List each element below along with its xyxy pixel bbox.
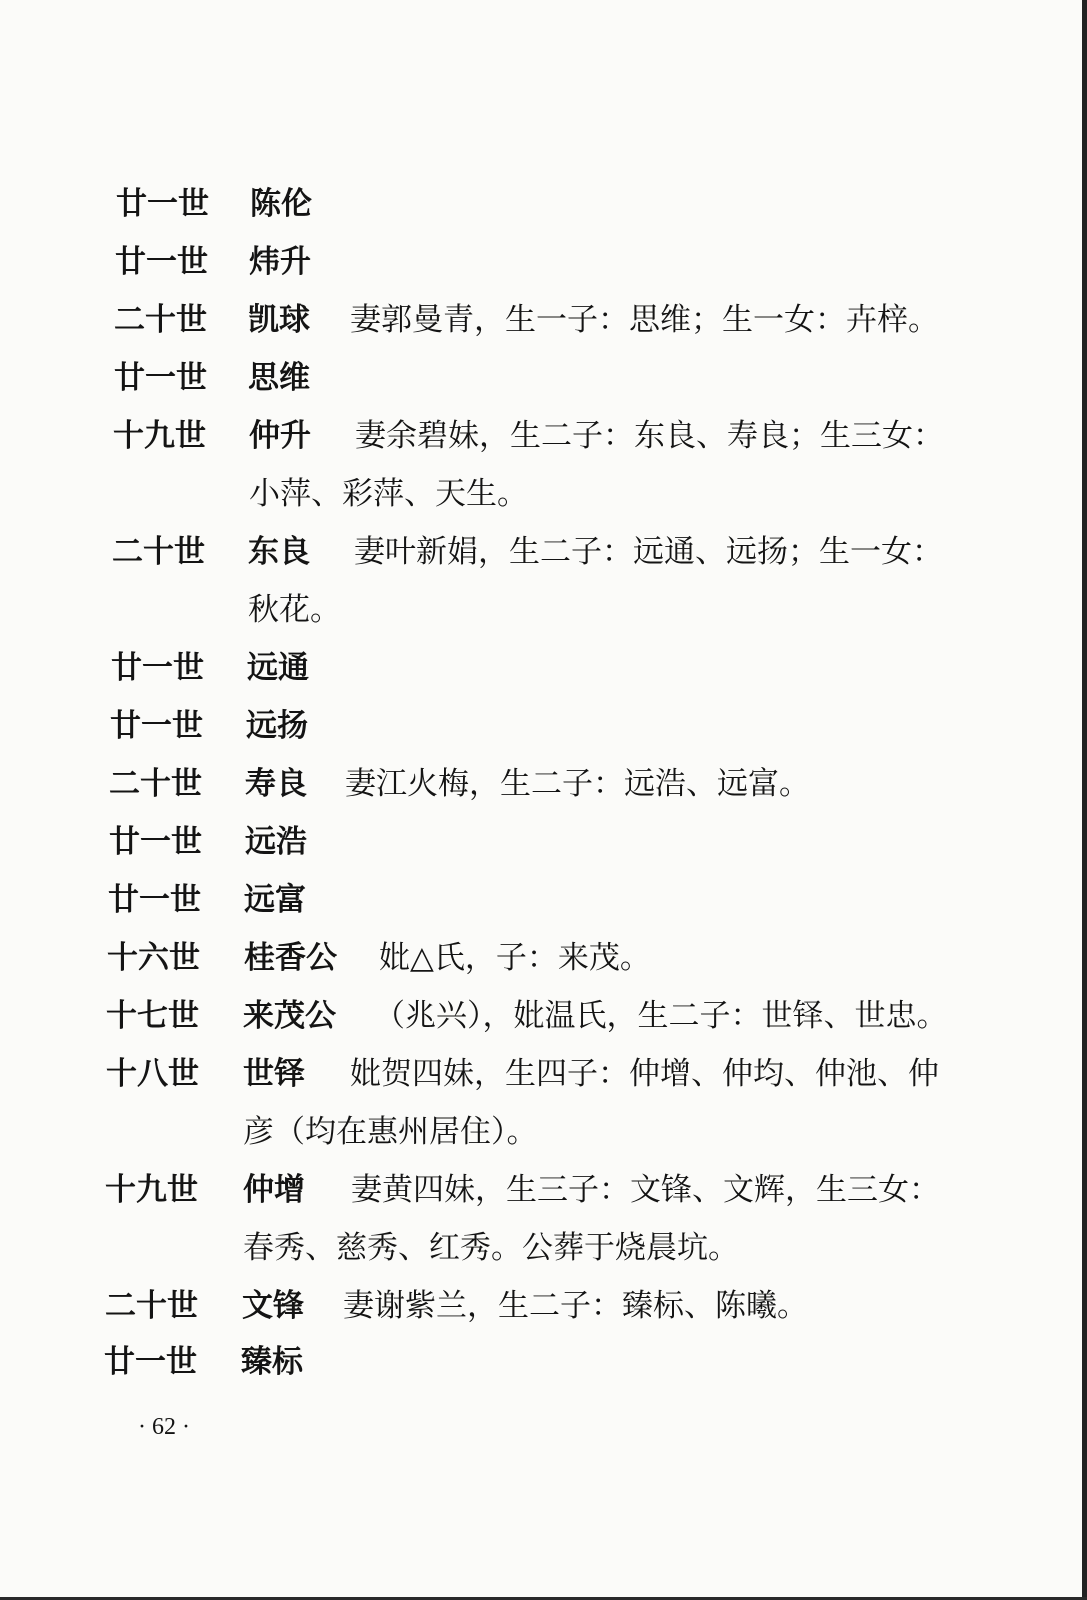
genealogy-entry [106, 987, 1046, 1045]
genealogy-entry [107, 929, 1047, 987]
family-note: 妻黄四妹，生三子：文锋、文辉，生三女： [351, 1172, 940, 1208]
genealogy-entry [109, 755, 1049, 813]
genealogy-entry [114, 291, 1054, 349]
person-name: 臻标 [241, 1344, 303, 1380]
genealogy-entry [105, 1161, 1045, 1277]
genealogy-entry [111, 639, 1051, 697]
genealogy-entry [112, 523, 1052, 639]
genealogy-entry [110, 697, 1050, 755]
genealogy-entry [104, 1333, 1044, 1391]
person-name: 来茂公 [243, 998, 336, 1034]
generation-label: 廿一世 [116, 186, 209, 222]
genealogy-entry [114, 349, 1054, 407]
generation-label: 廿一世 [108, 882, 201, 918]
family-note: 妻谢紫兰，生二子：臻标、陈曦。 [343, 1288, 808, 1324]
generation-label: 廿一世 [104, 1344, 197, 1380]
generation-label: 十六世 [107, 940, 200, 976]
person-name: 远浩 [245, 824, 307, 860]
scan-edge-right [1082, 0, 1087, 1600]
person-name: 世铎 [243, 1056, 305, 1092]
family-note: 妻叶新娟，生二子：远通、远扬；生一女： [354, 534, 943, 570]
generation-label: 十九世 [105, 1172, 198, 1208]
family-note: 妣△氏，子：来茂。 [379, 940, 651, 976]
genealogy-entry [106, 1045, 1046, 1161]
person-name: 陈伦 [250, 186, 312, 222]
generation-label: 二十世 [112, 534, 205, 570]
genealogy-entry [116, 175, 1056, 233]
genealogy-entry [113, 407, 1053, 523]
generation-label: 廿一世 [110, 708, 203, 744]
person-name: 远通 [247, 650, 309, 686]
generation-label: 廿一世 [111, 650, 204, 686]
genealogy-entry [105, 1277, 1045, 1335]
family-note-continued: 小萍、彩萍、天生。 [249, 476, 528, 512]
person-name: 炜升 [249, 244, 311, 280]
person-name: 桂香公 [244, 940, 337, 976]
generation-label: 二十世 [105, 1288, 198, 1324]
generation-label: 二十世 [114, 302, 207, 338]
person-name: 寿良 [245, 766, 307, 802]
family-note-continued: 春秀、慈秀、红秀。公葬于烧晨坑。 [243, 1230, 739, 1266]
generation-label: 二十世 [109, 766, 202, 802]
generation-label: 十七世 [106, 998, 199, 1034]
family-note: （兆兴），妣温氏，生二子：世铎、世忠。 [374, 998, 948, 1034]
person-name: 文锋 [242, 1288, 304, 1324]
family-note: 妻郭曼青，生一子：思维；生一女：卉梓。 [350, 302, 939, 338]
family-note-continued: 彦（均在惠州居住）。 [243, 1114, 538, 1150]
generation-label: 廿一世 [115, 244, 208, 280]
genealogy-entry [115, 233, 1055, 291]
generation-label: 十九世 [113, 418, 206, 454]
family-note: 妻江火梅，生二子：远浩、远富。 [345, 766, 810, 802]
genealogy-entry [108, 871, 1048, 929]
generation-label: 十八世 [106, 1056, 199, 1092]
family-note: 妣贺四妹，生四子：仲增、仲均、仲池、仲 [350, 1056, 939, 1092]
family-note: 妻余碧妹，生二子：东良、寿良；生三女： [355, 418, 944, 454]
generation-label: 廿一世 [109, 824, 202, 860]
genealogy-entry [109, 813, 1049, 871]
family-note-continued: 秋花。 [248, 592, 341, 628]
generation-label: 廿一世 [114, 360, 207, 396]
person-name: 思维 [248, 360, 310, 396]
person-name: 凯球 [248, 302, 310, 338]
person-name: 东良 [248, 534, 310, 570]
person-name: 仲升 [249, 418, 311, 454]
person-name: 远富 [244, 882, 306, 918]
person-name: 仲增 [243, 1172, 305, 1208]
page-number: · 62 · [138, 1414, 190, 1440]
person-name: 远扬 [246, 708, 308, 744]
